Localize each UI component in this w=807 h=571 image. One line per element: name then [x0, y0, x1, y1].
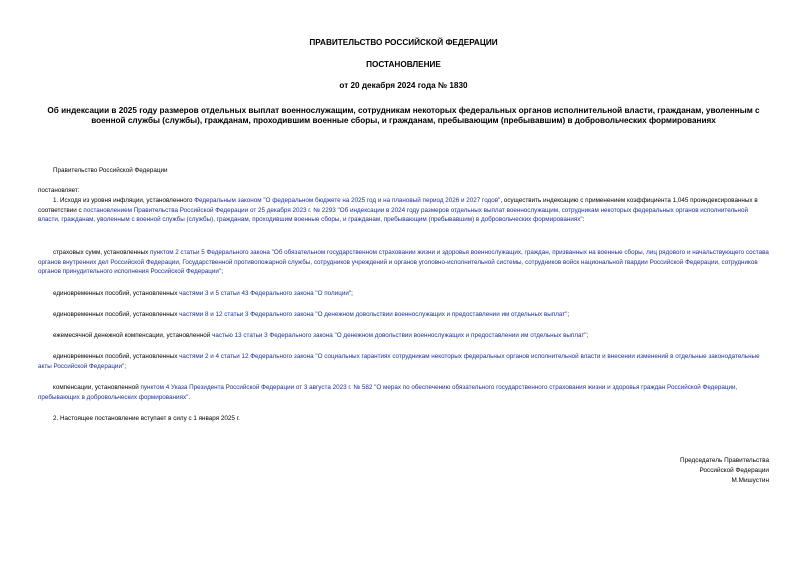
- decree-text: постановляет:: [38, 187, 80, 194]
- list-item-text: единовременных пособий, установленных: [53, 290, 180, 297]
- document-title: Об индексации в 2025 году размеров отдельных выплат военнослужащим, сотрудникам некоторых федеральных органов исполнительной власти, гражданам, уволенным с военной службы (службы), гражданам, проходившим военные сборы, и гражданам, пребывающим (пребывавшим) в добровольческих формированиях: [47, 106, 760, 126]
- list-item-monthly-compensation: [38, 331, 769, 341]
- signature-title-line-2: Российской Федерации: [699, 467, 769, 474]
- list-item-text: ежемесячной денежной компенсации, установленной: [53, 332, 213, 339]
- intro-text: Правительство Российской Федерации: [53, 167, 168, 174]
- list-item-social-guarantees: [38, 352, 769, 371]
- list-item-punct: ;: [351, 290, 353, 297]
- list-item-text: единовременных пособий, установленных: [53, 311, 180, 318]
- list-item-military-allowances: [38, 310, 769, 320]
- list-item-volunteer-compensation: [38, 383, 769, 402]
- list-item-text: страховых сумм, установленных: [53, 249, 151, 256]
- presidential-decree-582-link[interactable]: пунктом 4 Указа Президента Российской Федерации от 3 августа 2023 г. № 582 "О мерах по обеспечению обязательного государственного страхования жизни и здоровья граждан Российской Федерации, пребывающих в добровольческих формированиях": [38, 384, 738, 401]
- list-item-insurance-sums: [38, 248, 769, 277]
- insurance-law-link[interactable]: пунктом 2 статьи 5 Федерального закона "Об обязательном государственном страховании жизни и здоровья военнослужащих, граждан, призванных на военные сборы, лиц рядового и начальствующего состава органов внутренних дел Российской Федерации, Государственной противопожарной службы, сотрудников учреждений и органов уголовно-исполнительной системы, сотрудников войск национальной гвардии Российской Федерации, сотрудников органов принудительного исполнения Российской Федерации": [38, 249, 769, 276]
- police-law-link[interactable]: частями 3 и 5 статьи 43 Федерального закона "О полиции": [179, 290, 352, 297]
- list-item-punct: ;: [586, 332, 589, 339]
- document-type-heading: ПОСТАНОВЛЕНИЕ: [366, 60, 441, 69]
- signature-title-line-1: Председатель Правительства: [680, 457, 769, 464]
- list-item-text: единовременных пособий, установленных: [53, 353, 180, 360]
- list-item-police-allowances: [38, 289, 769, 299]
- date-number-heading: от 20 декабря 2024 года № 1830: [339, 81, 468, 90]
- paragraph-1-text-a: 1. Исходя из уровня инфляции, установленного: [53, 197, 195, 204]
- signature-name: М.Мишустин: [731, 477, 769, 484]
- list-item-punct: .: [188, 393, 191, 401]
- military-pay-law-link-part-13[interactable]: частью 13 статьи 3 Федерального закона "О денежном довольствии военнослужащих и предоставлении им отдельных выплат": [212, 332, 587, 339]
- paragraph-1: [38, 196, 769, 225]
- list-item-punct: ;: [221, 268, 223, 276]
- government-heading: ПРАВИТЕЛЬСТВО РОССИЙСКОЙ ФЕДЕРАЦИИ: [309, 38, 498, 47]
- federal-budget-law-link[interactable]: Федеральным законом "О федеральном бюджете на 2025 год и на плановый период 2026 и 2027 годов": [194, 197, 501, 204]
- military-pay-law-link-parts-8-12[interactable]: частями 8 и 12 статьи 3 Федерального закона "О денежном довольствии военнослужащих и предоставлении им отдельных выплат": [179, 311, 568, 318]
- list-item-punct: ;: [124, 362, 126, 370]
- paragraph-1-text-c: :: [582, 216, 585, 224]
- paragraph-2: 2. Настоящее постановление вступает в силу с 1 января 2025 г.: [53, 415, 240, 422]
- resolution-2293-link[interactable]: постановлением Правительства Российской Федерации от 25 декабря 2023 г. № 2293 "Об индексации в 2024 году размеров отдельных выплат военнослужащим, сотрудникам некоторых федеральных органов исполнительной власти, гражданам, уволенным с военной службы (службы), гражданам, проходившим военные сборы, и гражданам, пребывающим (пребывавшим) в добровольческих формированиях": [38, 206, 748, 224]
- social-guarantees-law-link[interactable]: частями 2 и 4 статьи 12 Федерального закона "О социальных гарантиях сотрудникам некоторых федеральных органов исполнительной власти и внесении изменений в отдельные законодательные акты Российской Федерации": [38, 353, 760, 370]
- list-item-text: компенсации, установленной: [53, 384, 141, 391]
- list-item-punct: ;: [567, 311, 570, 318]
- paragraph-1-text-b: , осуществить индексацию с применением коэффициента 1,045 проиндексированных в соответствии с: [38, 197, 758, 214]
